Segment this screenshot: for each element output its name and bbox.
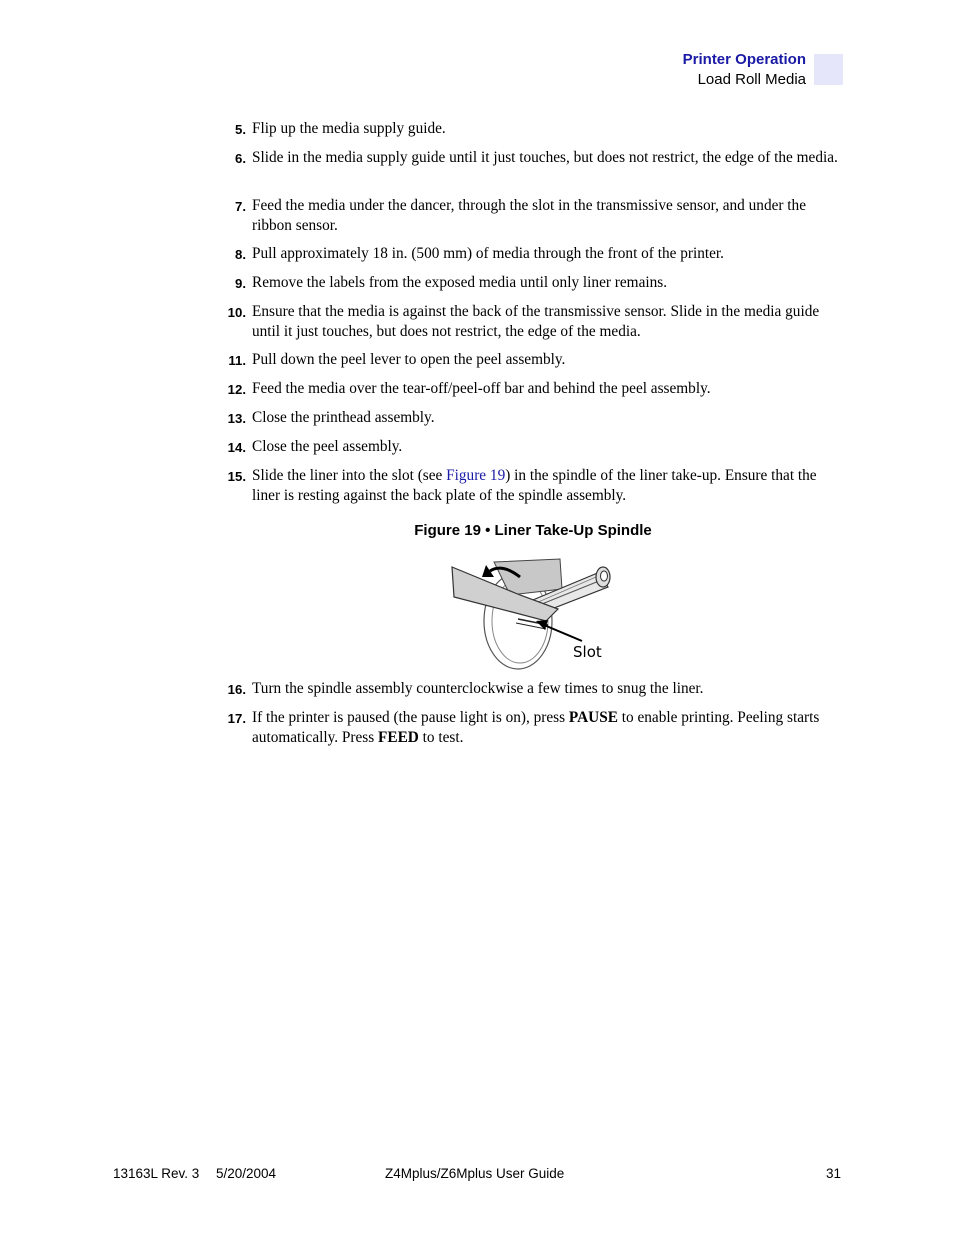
step-text-part: ) in the spindle of the liner take-up. Ensure that the liner is resting against the back plate of the spindle assembly. <box>252 467 817 504</box>
step-text-part: to test. <box>418 728 464 746</box>
step-text <box>252 708 845 747</box>
step-text <box>252 466 845 505</box>
step-item <box>220 679 845 699</box>
step-number: 15. <box>227 469 246 484</box>
step-number: 14. <box>227 440 246 455</box>
step-number: 16. <box>227 682 246 697</box>
step-item <box>220 196 845 235</box>
step-text: Pull approximately 18 in. (500 mm) of media through the front of the printer. <box>252 245 724 262</box>
step-text: Feed the media over the tear-off/peel-off bar and behind the peel assembly. <box>252 380 711 397</box>
header-topic-title: Load Roll Media <box>697 71 806 88</box>
step-item <box>220 302 845 341</box>
step-item <box>220 466 845 505</box>
step-number: 7. <box>235 199 246 214</box>
step-text-part: to enable printing. Peeling starts automatically. Press <box>252 709 820 746</box>
step-item <box>220 708 845 747</box>
step-text: Feed the media under the dancer, through the slot in the transmissive sensor, and under the ribbon sensor. <box>252 197 806 234</box>
feed-key-label: FEED <box>378 728 419 746</box>
liner-take-up-spindle-figure <box>450 557 620 672</box>
figure-19-link[interactable]: Figure 19 <box>446 467 506 484</box>
step-text: Flip up the media supply guide. <box>252 120 446 137</box>
step-item <box>220 244 845 264</box>
header-tab-marker <box>814 54 843 85</box>
step-text: Close the peel assembly. <box>252 438 403 455</box>
step-text: Slide in the media supply guide until it just touches, but does not restrict, the edge of the media. <box>252 149 838 166</box>
step-number: 9. <box>235 276 246 291</box>
step-text: Close the printhead assembly. <box>252 409 435 426</box>
step-text-part: Slide the liner into the slot (see <box>252 467 447 484</box>
step-number: 8. <box>235 247 246 262</box>
step-item <box>220 350 845 370</box>
step-item <box>220 379 845 399</box>
step-number: 12. <box>227 382 246 397</box>
step-item <box>220 273 845 293</box>
figure-caption: Figure 19 • Liner Take-Up Spindle <box>414 522 652 539</box>
step-text: Ensure that the media is against the back of the transmissive sensor. Slide in the media guide until it just touches, but does not restrict, the edge of the media. <box>252 303 820 340</box>
footer-guide-title: Z4Mplus/Z6Mplus User Guide <box>385 1166 565 1181</box>
step-number: 5. <box>235 122 246 137</box>
footer-page-number: 31 <box>826 1166 842 1181</box>
step-text: Remove the labels from the exposed media until only liner remains. <box>252 274 668 291</box>
step-item <box>220 148 845 168</box>
step-item <box>220 119 845 139</box>
footer-doc-id: 13163L Rev. 3 <box>113 1166 200 1181</box>
step-number: 10. <box>227 305 246 320</box>
header-section-title: Printer Operation <box>682 51 806 68</box>
step-number: 17. <box>227 711 246 726</box>
pause-key-label: PAUSE <box>568 709 618 726</box>
step-text: Turn the spindle assembly counterclockwise a few times to snug the liner. <box>252 680 704 697</box>
step-item <box>220 437 845 457</box>
step-number: 13. <box>227 411 246 426</box>
step-number: 11. <box>228 353 246 368</box>
step-number: 6. <box>235 151 246 166</box>
step-item <box>220 408 845 428</box>
footer-date: 5/20/2004 <box>216 1166 277 1181</box>
step-text: Pull down the peel lever to open the peel assembly. <box>252 351 566 368</box>
step-text-part: If the printer is paused (the pause light is on), press <box>252 709 569 726</box>
slot-callout-label: Slot <box>573 643 602 661</box>
